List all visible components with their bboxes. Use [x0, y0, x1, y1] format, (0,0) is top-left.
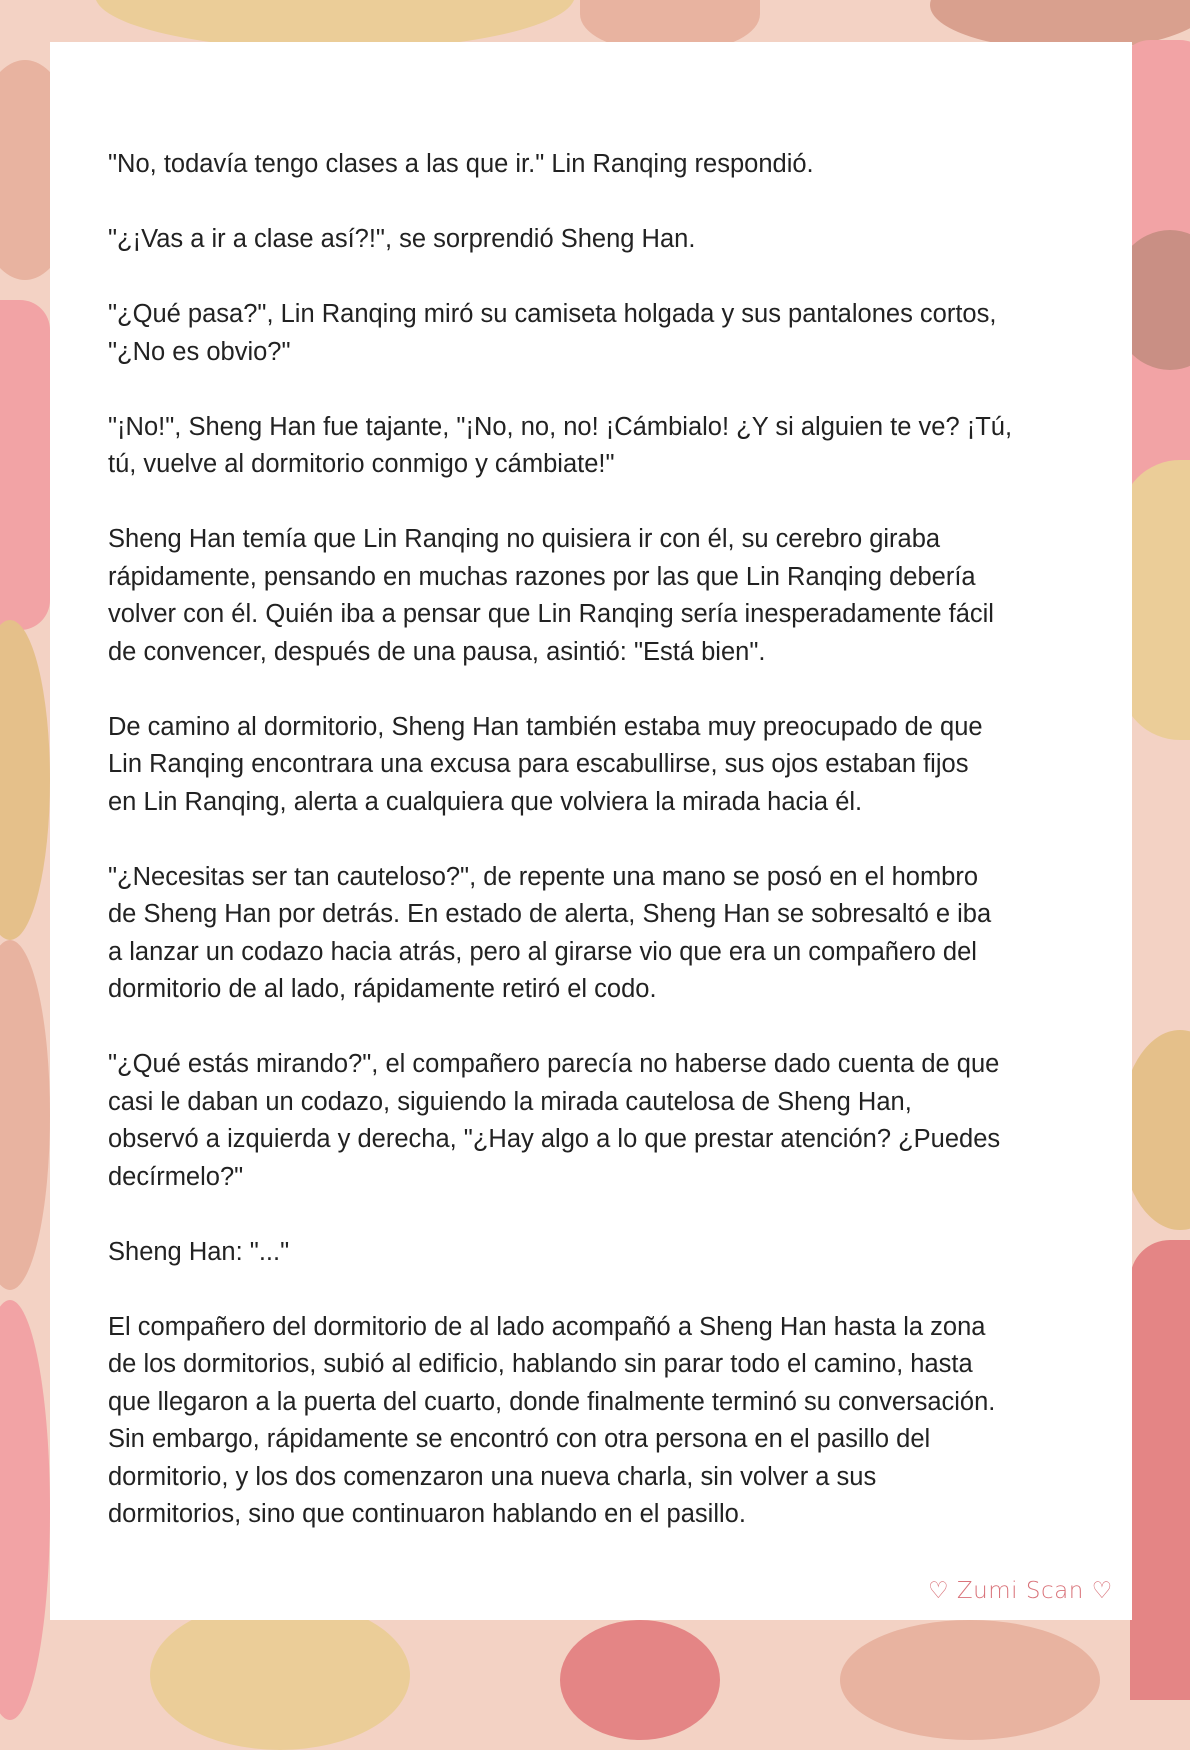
paragraph	[108, 146, 1108, 184]
text-line: El compañero del dormitorio de al lado acompañó a Sheng Han hasta la zona	[108, 1312, 986, 1341]
text-line: tú, vuelve al dormitorio conmigo y cámbiate!"	[108, 450, 615, 478]
paragraph	[108, 409, 1108, 484]
text-line: dormitorio de al lado, rápidamente retiró el codo.	[108, 975, 657, 1003]
text-line: de Sheng Han por detrás. En estado de alerta, Sheng Han se sobresaltó e iba	[108, 900, 992, 928]
story-text	[108, 146, 1108, 1571]
text-line: De camino al dormitorio, Sheng Han también estaba muy preocupado de que	[108, 712, 983, 741]
text-line: dormitorio, y los dos comenzaron una nueva charla, sin volver a sus	[108, 1462, 877, 1491]
text-line: "¿¡Vas a ir a clase así?!", se sorprendió Sheng Han.	[108, 225, 696, 253]
paragraph	[108, 521, 1108, 671]
sand-blob	[0, 620, 50, 940]
text-line: casi le daban un codazo, siguiendo la mirada cautelosa de Sheng Han,	[108, 1087, 912, 1116]
peach-blob	[840, 1620, 1100, 1740]
scanlation-credit: ♡ Zumi Scan ♡	[928, 1578, 1113, 1604]
text-line: Lin Ranqing encontrara una excusa para escabullirse, sus ojos estaban fijos	[108, 750, 969, 778]
paragraph	[108, 709, 1108, 822]
text-line: "No, todavía tengo clases a las que ir." Lin Ranqing respondió.	[108, 150, 814, 178]
pink-blob	[1130, 1240, 1190, 1700]
text-line: volver con él. Quién iba a pensar que Lin Ranqing sería inesperadamente fácil	[108, 600, 994, 628]
peach-blob	[560, 1620, 720, 1740]
paragraph	[108, 1309, 1108, 1534]
text-line: de convencer, después de una pausa, asintió: "Está bien".	[108, 637, 766, 666]
peach-blob	[0, 940, 50, 1290]
text-line: de los dormitorios, subió al edificio, hablando sin parar todo el camino, hasta	[108, 1350, 973, 1378]
text-line: Sin embargo, rápidamente se encontró con otra persona en el pasillo del	[108, 1425, 931, 1453]
text-line: que llegaron a la puerta del cuarto, donde finalmente terminó su conversación.	[108, 1387, 996, 1416]
text-line: Sheng Han: "..."	[108, 1237, 290, 1266]
text-line: "¡No!", Sheng Han fue tajante, "¡No, no, no! ¡Cámbialo! ¿Y si alguien te ve? ¡Tú,	[108, 412, 1013, 441]
text-line: rápidamente, pensando en muchas razones por las que Lin Ranqing debería	[108, 562, 976, 591]
text-line: "¿Qué pasa?", Lin Ranqing miró su camiseta holgada y sus pantalones cortos,	[108, 300, 997, 328]
pink-blob	[0, 1300, 50, 1720]
text-line: observó a izquierda y derecha, "¿Hay algo a lo que prestar atención? ¿Puedes	[108, 1125, 1001, 1153]
paragraph	[108, 1046, 1108, 1196]
pink-blob	[0, 300, 50, 630]
text-line: en Lin Ranqing, alerta a cualquiera que volviera la mirada hacia él.	[108, 787, 863, 816]
paragraph	[108, 859, 1108, 1009]
text-line: dormitorios, sino que continuaron hablando en el pasillo.	[108, 1500, 746, 1528]
paragraph	[108, 296, 1108, 371]
paragraph	[108, 221, 1108, 259]
text-line: a lanzar un codazo hacia atrás, pero al girarse vio que era un compañero del	[108, 937, 977, 966]
text-line: "¿Necesitas ser tan cauteloso?", de repente una mano se posó en el hombro	[108, 862, 979, 891]
text-line: decírmelo?"	[108, 1162, 244, 1191]
paragraph	[108, 1234, 1108, 1272]
text-line: "¿No es obvio?"	[108, 337, 291, 366]
text-line: "¿Qué estás mirando?", el compañero parecía no haberse dado cuenta de que	[108, 1050, 1000, 1078]
text-line: Sheng Han temía que Lin Ranqing no quisiera ir con él, su cerebro giraba	[108, 525, 941, 553]
sand-blob	[150, 1600, 410, 1750]
